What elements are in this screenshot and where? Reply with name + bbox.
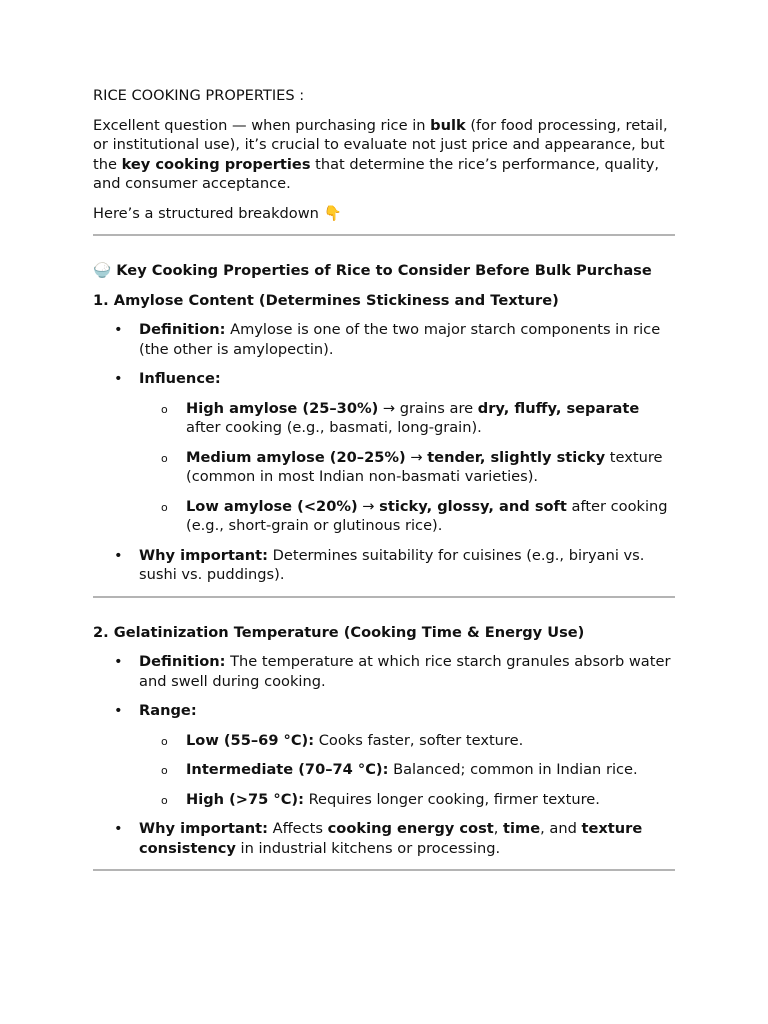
- influence-sublist: [139, 399, 675, 536]
- why-text-2: ,: [493, 820, 504, 837]
- sub-bullet-icon: o: [161, 500, 168, 514]
- medium-amylose-bold: tender, slightly sticky: [427, 448, 606, 466]
- low-amylose-text: after cooking (e.g., short-grain or glutinous rice).: [186, 497, 668, 534]
- high-amylose-bold: dry, fluffy, separate: [477, 399, 640, 417]
- definition-text: Amylose is one of the two major starch components in rice (the other is amylopectin).: [139, 321, 661, 358]
- high-amylose-label: High amylose (25–30%): [186, 399, 379, 417]
- section-2-list: [93, 652, 675, 858]
- sub-bullet-icon: o: [161, 793, 168, 807]
- bullet-icon: •: [114, 820, 123, 837]
- medium-amylose-label: Medium amylose (20–25%): [186, 448, 406, 466]
- intro-text-3: that determine the rice’s performance, quality, and consumer acceptance.: [93, 155, 660, 192]
- list-item-influence: [93, 369, 675, 536]
- sublist-item-low-temp: [139, 731, 675, 751]
- low-temp-label: Low (55–69 °C):: [186, 731, 315, 749]
- low-amylose-bold: sticky, glossy, and soft: [379, 497, 567, 515]
- intro-text-2: (for food processing, retail, or institutional use), it’s crucial to evaluate not just price and appearance, but the: [93, 116, 668, 173]
- breakdown-line: Here’s a structured breakdown 👇: [93, 204, 342, 222]
- why-important-label: Why important:: [139, 546, 268, 564]
- low-amylose-label: Low amylose (<20%): [186, 497, 358, 515]
- intro-paragraph: [93, 116, 675, 194]
- list-item-why-important: [93, 819, 675, 858]
- low-amylose-arrow: →: [357, 497, 380, 515]
- sub-bullet-icon: o: [161, 451, 168, 465]
- list-item-range: [93, 701, 675, 809]
- high-amylose-text: after cooking (e.g., basmati, long-grain).: [186, 419, 482, 436]
- medium-amylose-text: texture (common in most Indian non-basmati varieties).: [186, 448, 663, 485]
- range-label: Range:: [139, 702, 197, 719]
- why-bold-energy-cost: cooking energy cost: [327, 820, 494, 837]
- influence-label: Influence:: [139, 370, 221, 387]
- intermediate-temp-text: Balanced; common in Indian rice.: [388, 761, 638, 778]
- bullet-icon: •: [114, 370, 123, 387]
- intro-text-1: Excellent question — when purchasing rice in: [93, 116, 431, 134]
- sublist-item-high-amylose: [139, 399, 675, 438]
- section-1-list: [93, 320, 675, 585]
- why-text-3: , and: [540, 820, 582, 837]
- section-2-heading: 2. Gelatinization Temperature (Cooking Time & Energy Use): [93, 623, 585, 641]
- sublist-item-low-amylose: [139, 497, 675, 536]
- list-item-definition: [93, 320, 675, 359]
- horizontal-divider: [93, 596, 675, 598]
- sublist-item-high-temp: [139, 790, 675, 810]
- intro-bold-key-properties: key cooking properties: [121, 155, 311, 173]
- medium-amylose-arrow: →: [405, 448, 428, 466]
- list-item-definition: [93, 652, 675, 691]
- definition-label: Definition:: [139, 653, 226, 670]
- sub-bullet-icon: o: [161, 402, 168, 416]
- sublist-item-medium-amylose: [139, 448, 675, 487]
- horizontal-divider: [93, 234, 675, 236]
- sub-bullet-icon: o: [161, 734, 168, 748]
- high-amylose-arrow: → grains are: [378, 399, 478, 417]
- horizontal-divider: [93, 869, 675, 871]
- why-important-label: Why important:: [139, 820, 268, 837]
- bullet-icon: •: [114, 702, 123, 719]
- why-important-text: Determines suitability for cuisines (e.g., biryani vs. sushi vs. puddings).: [139, 546, 645, 583]
- definition-text: The temperature at which rice starch granules absorb water and swell during cooking.: [139, 653, 671, 690]
- intermediate-temp-label: Intermediate (70–74 °C):: [186, 761, 389, 778]
- document-content: [93, 86, 675, 871]
- sub-bullet-icon: o: [161, 764, 168, 777]
- high-temp-label: High (>75 °C):: [186, 790, 304, 808]
- section-1-heading: 1. Amylose Content (Determines Stickiness and Texture): [93, 291, 559, 309]
- low-temp-text: Cooks faster, softer texture.: [314, 731, 524, 749]
- bullet-icon: •: [114, 321, 123, 338]
- document-title: RICE COOKING PROPERTIES :: [93, 87, 305, 104]
- why-text-1: Affects: [268, 820, 328, 837]
- definition-label: Definition:: [139, 321, 226, 338]
- intro-bold-bulk: bulk: [430, 116, 466, 134]
- list-item-why-important: [93, 546, 675, 585]
- why-text-4: in industrial kitchens or processing.: [235, 839, 501, 857]
- why-bold-texture-consistency: texture consistency: [139, 820, 643, 857]
- bullet-icon: •: [114, 546, 123, 564]
- main-heading: 🍚 Key Cooking Properties of Rice to Consider Before Bulk Purchase: [93, 262, 652, 279]
- high-temp-text: Requires longer cooking, firmer texture.: [303, 790, 600, 808]
- bullet-icon: •: [114, 653, 123, 670]
- sublist-item-intermediate-temp: [139, 760, 675, 780]
- why-bold-time: time: [503, 820, 541, 837]
- range-sublist: [139, 731, 675, 810]
